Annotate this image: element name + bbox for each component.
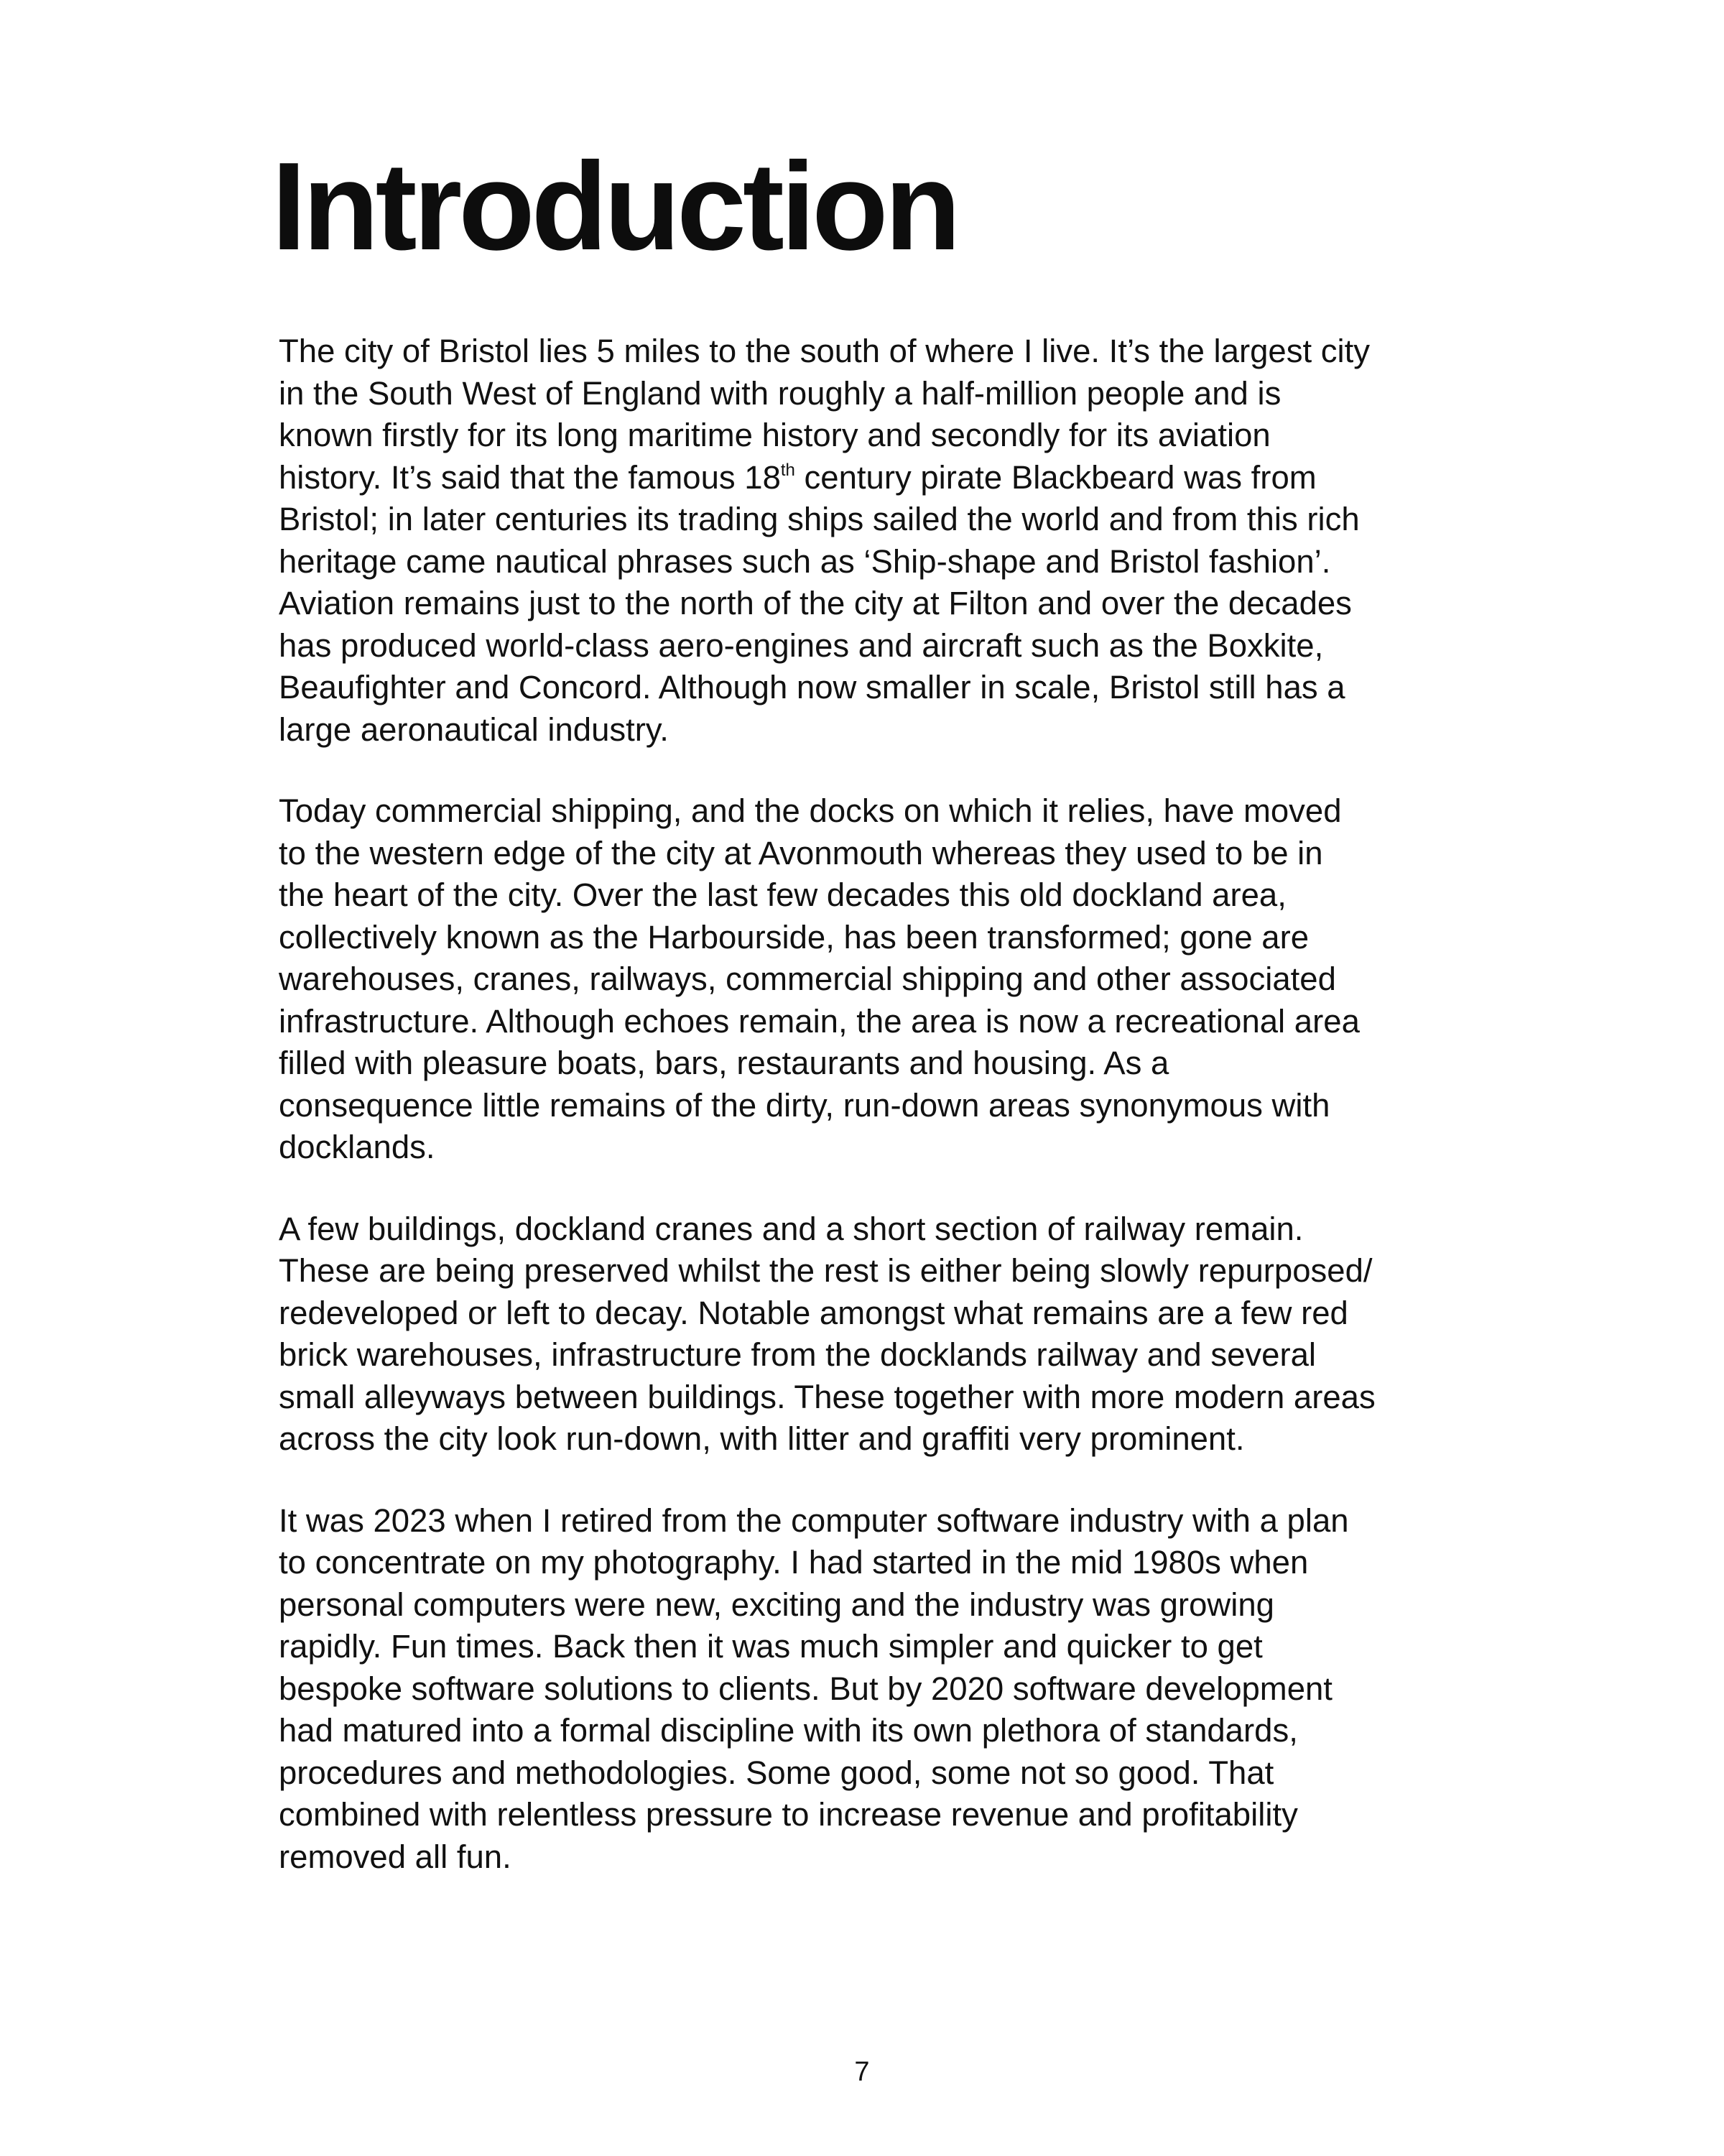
paragraph-remaining-buildings — [279, 1208, 1543, 1461]
text-line: to the western edge of the city at Avonmouth whereas they used to be in — [279, 834, 1323, 871]
text-line: Aviation remains just to the north of the city at Filton and over the decades — [279, 585, 1352, 621]
paragraph-harbourside — [279, 790, 1543, 1169]
text-line: had matured into a formal discipline with its own plethora of standards, — [279, 1712, 1298, 1749]
text-line: known firstly for its long maritime history and secondly for its aviation — [279, 417, 1271, 453]
body-text — [279, 330, 1543, 1917]
text-line: personal computers were new, exciting and the industry was growing — [279, 1586, 1274, 1623]
text-line: consequence little remains of the dirty, run-down areas synonymous with — [279, 1086, 1330, 1124]
text-line: bespoke software solutions to clients. But by 2020 software development — [279, 1670, 1333, 1707]
page-title: Introduction — [272, 136, 958, 276]
text-line: in the South West of England with roughly a half-million people and is — [279, 374, 1282, 412]
text-line: the heart of the city. Over the last few decades this old dockland area, — [279, 876, 1287, 913]
text-line: small alleyways between buildings. These together with more modern areas — [279, 1378, 1376, 1415]
text-line: redeveloped or left to decay. Notable amongst what remains are a few red — [279, 1294, 1348, 1331]
text-line: removed all fun. — [279, 1838, 511, 1875]
text-line: large aeronautical industry. — [279, 711, 669, 748]
text-line: across the city look run-down, with litter and graffiti very prominent. — [279, 1420, 1245, 1457]
text-fragment: century pirate Blackbeard was from — [794, 458, 1317, 496]
text-line: warehouses, cranes, railways, commercial shipping and other associated — [279, 961, 1336, 997]
page-number: 7 — [854, 2057, 870, 2087]
text-line: filled with pleasure boats, bars, restaurants and housing. As a — [279, 1045, 1169, 1081]
text-line: docklands. — [279, 1129, 435, 1165]
text-line: to concentrate on my photography. I had started in the mid 1980s when — [279, 1544, 1309, 1581]
text-line: infrastructure. Although echoes remain, the area is now a recreational area — [279, 1002, 1360, 1040]
text-line: Beaufighter and Concord. Although now smaller in scale, Bristol still has a — [279, 669, 1345, 705]
text-fragment: history. It’s said that the famous 18 — [279, 458, 781, 496]
text-line: combined with relentless pressure to increase revenue and profitability — [279, 1796, 1298, 1833]
text-line: Bristol; in later centuries its trading ships sailed the world and from this rich — [279, 501, 1360, 537]
text-line: heritage came nautical phrases such as ‘Ship-shape and Bristol fashion’. — [279, 542, 1331, 580]
text-line: has produced world-class aero-engines and aircraft such as the Boxkite, — [279, 626, 1324, 664]
text-line: Today commercial shipping, and the docks on which it relies, have moved — [279, 792, 1342, 829]
text-line: brick warehouses, infrastructure from the docklands railway and several — [279, 1336, 1317, 1373]
text-line: rapidly. Fun times. Back then it was much simpler and quicker to get — [279, 1628, 1263, 1665]
paragraph-retirement — [279, 1500, 1543, 1879]
text-line: It was 2023 when I retired from the computer software industry with a plan — [279, 1502, 1349, 1539]
text-line-with-superscript — [279, 457, 1543, 499]
text-line: The city of Bristol lies 5 miles to the south of where I live. It’s the largest city — [279, 333, 1370, 369]
text-line: A few buildings, dockland cranes and a short section of railway remain. — [279, 1210, 1304, 1247]
text-line: procedures and methodologies. Some good, some not so good. That — [279, 1754, 1274, 1791]
ordinal-superscript: th — [780, 460, 795, 480]
paragraph-bristol-history — [279, 330, 1543, 751]
text-line: collectively known as the Harbourside, has been transformed; gone are — [279, 918, 1310, 956]
text-line: These are being preserved whilst the rest is either being slowly repurposed/ — [279, 1252, 1373, 1289]
